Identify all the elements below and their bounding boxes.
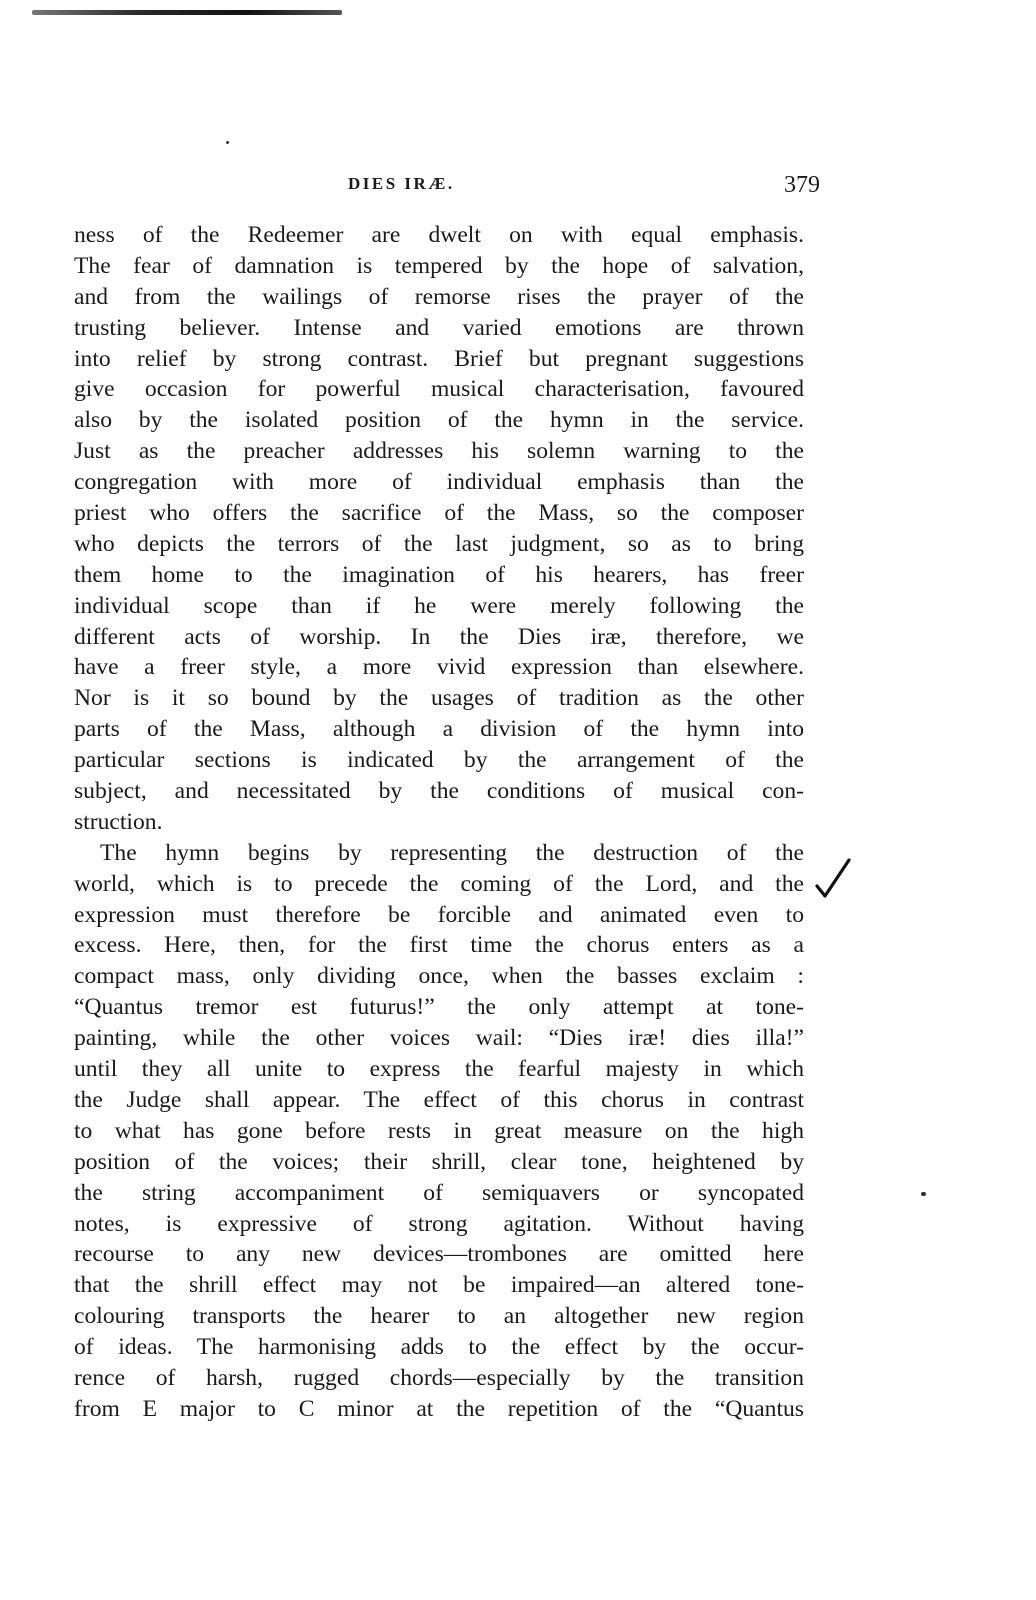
text-line: struction. <box>74 808 163 835</box>
text-line: parts of the Mass, although a division of the hymn into <box>74 716 804 743</box>
running-title: DIES IRÆ. <box>348 174 455 193</box>
text-line: recourse to any new devices—trombones are omitted here <box>74 1241 804 1268</box>
paragraph-1 <box>74 220 804 838</box>
text-line: painting, while the other voices wail: “Dies iræ! dies illa!” <box>74 1025 804 1052</box>
page-number: 379 <box>784 172 820 198</box>
text-line: and from the wailings of remorse rises the prayer of the <box>74 283 804 310</box>
margin-checkmark-icon <box>813 856 853 902</box>
running-head <box>74 172 826 206</box>
text-line: excess. Here, then, for the first time the chorus enters as a <box>74 932 804 959</box>
text-line: The fear of damnation is tempered by the hope of salvation, <box>74 252 804 279</box>
text-line: of ideas. The harmonising adds to the effect by the occur- <box>74 1334 804 1361</box>
text-line: from E major to C minor at the repetition of the “Quantus <box>74 1395 804 1422</box>
text-line: also by the isolated position of the hymn in the service. <box>74 407 804 434</box>
text-line: The hymn begins by representing the destruction of the <box>100 839 804 866</box>
text-line: into relief by strong contrast. Brief but pregnant suggestions <box>74 345 804 372</box>
paragraph-2 <box>74 838 804 1425</box>
text-line: rence of harsh, rugged chords—especially by the transition <box>74 1364 804 1391</box>
text-line: Nor is it so bound by the usages of tradition as the other <box>74 685 804 712</box>
text-line: compact mass, only dividing once, when the basses exclaim : <box>74 963 804 990</box>
text-line: ness of the Redeemer are dwelt on with equal emphasis. <box>74 222 804 248</box>
text-line: individual scope than if he were merely following the <box>74 592 804 619</box>
margin-speck <box>921 1192 926 1196</box>
text-line: the string accompaniment of semiquavers or syncopated <box>74 1179 804 1206</box>
text-line: “Quantus tremor est futurus!” the only attempt at tone- <box>74 994 804 1021</box>
text-line: priest who offers the sacrifice of the Mass, so the composer <box>74 500 804 527</box>
text-line: congregation with more of individual emphasis than the <box>74 469 804 496</box>
text-line: position of the voices; their shrill, clear tone, heightened by <box>74 1148 804 1175</box>
text-line: trusting believer. Intense and varied emotions are thrown <box>74 314 804 341</box>
text-line: world, which is to precede the coming of the Lord, and the <box>74 870 804 897</box>
text-line: the Judge shall appear. The effect of this chorus in contrast <box>74 1086 804 1113</box>
text-line: have a freer style, a more vivid expression than elsewhere. <box>74 654 804 681</box>
text-line: them home to the imagination of his hearers, has freer <box>74 561 804 588</box>
text-line: that the shrill effect may not be impaired—an altered tone- <box>74 1272 804 1299</box>
text-line: Just as the preacher addresses his solemn warning to the <box>74 438 804 465</box>
margin-speck <box>226 141 229 144</box>
text-line: different acts of worship. In the Dies iræ, therefore, we <box>74 623 804 650</box>
scan-edge-mark <box>32 10 342 15</box>
text-line: particular sections is indicated by the arrangement of the <box>74 747 804 774</box>
text-line: give occasion for powerful musical characterisation, favoured <box>74 376 804 403</box>
text-line: subject, and necessitated by the conditions of musical con- <box>74 778 804 805</box>
body-text <box>74 220 804 1425</box>
text-line: colouring transports the hearer to an altogether new region <box>74 1303 804 1330</box>
text-line: notes, is expressive of strong agitation. Without having <box>74 1210 804 1237</box>
text-line: until they all unite to express the fearful majesty in which <box>74 1056 804 1083</box>
text-line: expression must therefore be forcible and animated even to <box>74 901 804 928</box>
text-line: who depicts the terrors of the last judgment, so as to bring <box>74 530 804 557</box>
text-line: to what has gone before rests in great measure on the high <box>74 1117 804 1144</box>
